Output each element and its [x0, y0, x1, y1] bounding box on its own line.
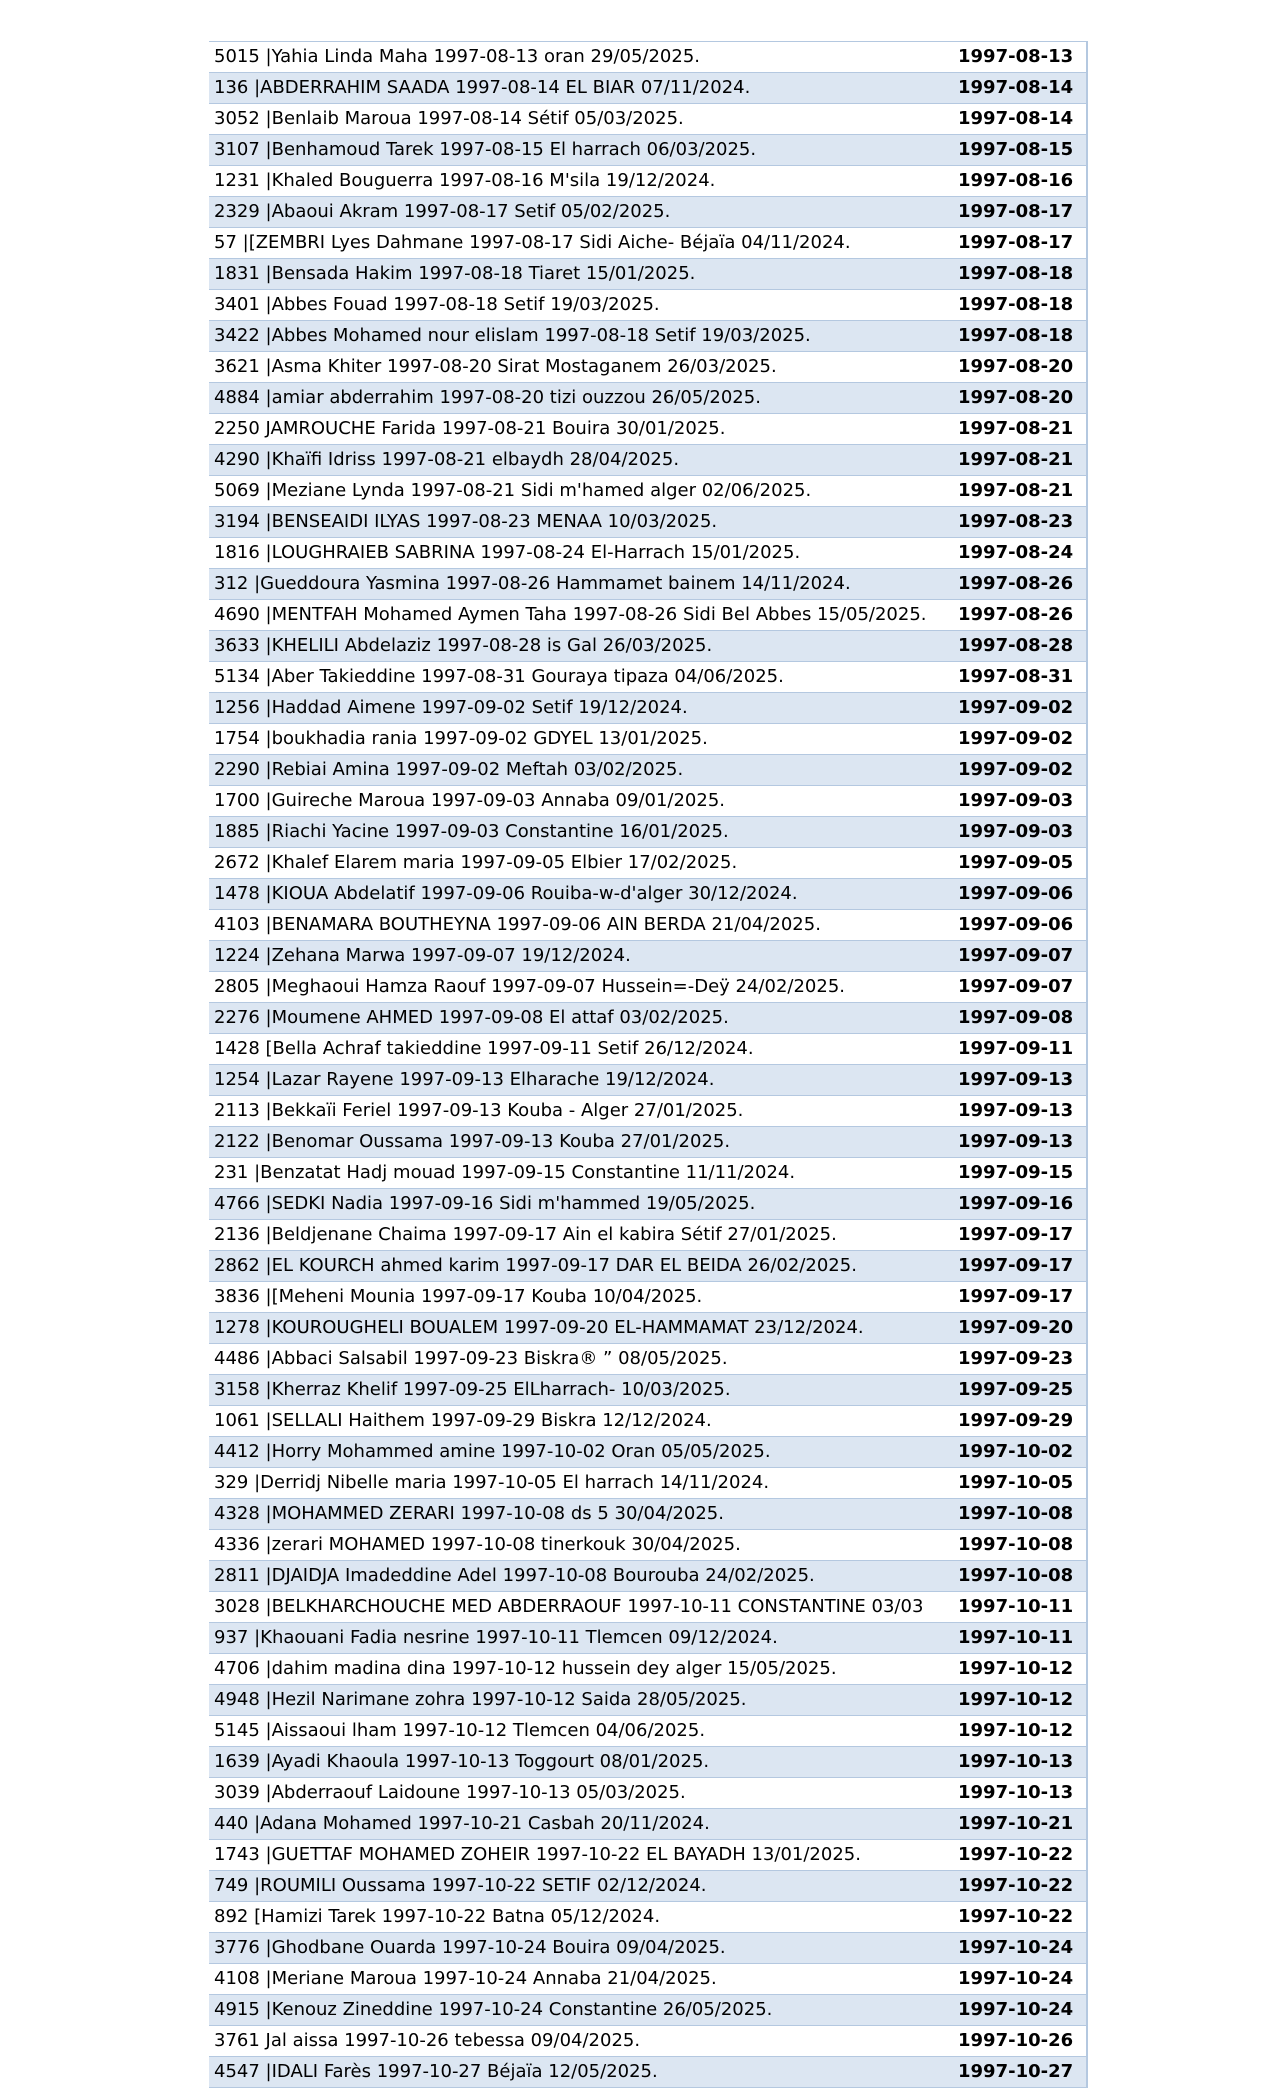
record-text-cell: 1700 |Guireche Maroua 1997-09-03 Annaba 09/01/2025. [209, 786, 950, 817]
record-date-cell: 1997-08-13 [950, 42, 1087, 73]
record-text-cell: 4412 |Horry Mohammed amine 1997-10-02 Oran 05/05/2025. [209, 1437, 950, 1468]
table-row [209, 1592, 1087, 1623]
record-date-cell: 1997-09-29 [950, 1406, 1087, 1437]
record-date-cell: 1997-08-17 [950, 228, 1087, 259]
record-text-cell: 1639 |Ayadi Khaoula 1997-10-13 Toggourt 08/01/2025. [209, 1747, 950, 1778]
record-date-cell: 1997-08-18 [950, 259, 1087, 290]
table-row [209, 1685, 1087, 1716]
record-text-cell: 2276 |Moumene AHMED 1997-09-08 El attaf 03/02/2025. [209, 1003, 950, 1034]
table-row [209, 476, 1087, 507]
table-row [209, 1282, 1087, 1313]
record-date-cell: 1997-09-13 [950, 1065, 1087, 1096]
record-date-cell: 1997-09-11 [950, 1034, 1087, 1065]
record-text-cell: 1254 |Lazar Rayene 1997-09-13 Elharache 19/12/2024. [209, 1065, 950, 1096]
record-date-cell: 1997-09-03 [950, 786, 1087, 817]
record-date-cell: 1997-08-21 [950, 476, 1087, 507]
record-text-cell: 1885 |Riachi Yacine 1997-09-03 Constantine 16/01/2025. [209, 817, 950, 848]
table-row [209, 1747, 1087, 1778]
record-text-cell: 3776 |Ghodbane Ouarda 1997-10-24 Bouira 09/04/2025. [209, 1933, 950, 1964]
table-row [209, 1499, 1087, 1530]
record-text-cell: 2672 |Khalef Elarem maria 1997-09-05 Elbier 17/02/2025. [209, 848, 950, 879]
record-text-cell: 4103 |BENAMARA BOUTHEYNA 1997-09-06 AIN BERDA 21/04/2025. [209, 910, 950, 941]
table-row [209, 42, 1087, 73]
record-text-cell: 2329 |Abaoui Akram 1997-08-17 Setif 05/02/2025. [209, 197, 950, 228]
table-row [209, 228, 1087, 259]
table-row [209, 1003, 1087, 1034]
record-date-cell: 1997-09-05 [950, 848, 1087, 879]
table-row [209, 1530, 1087, 1561]
table-row [209, 383, 1087, 414]
table-row [209, 1158, 1087, 1189]
records-sheet [209, 41, 1087, 2088]
record-date-cell: 1997-08-31 [950, 662, 1087, 693]
record-text-cell: 2250 JAMROUCHE Farida 1997-08-21 Bouira 30/01/2025. [209, 414, 950, 445]
record-date-cell: 1997-09-15 [950, 1158, 1087, 1189]
table-row [209, 1654, 1087, 1685]
record-date-cell: 1997-10-08 [950, 1561, 1087, 1592]
table-row [209, 1406, 1087, 1437]
record-date-cell: 1997-10-12 [950, 1654, 1087, 1685]
table-row [209, 631, 1087, 662]
record-date-cell: 1997-09-07 [950, 972, 1087, 1003]
table-row [209, 1778, 1087, 1809]
table-row [209, 1437, 1087, 1468]
table-row [209, 1251, 1087, 1282]
record-date-cell: 1997-09-06 [950, 910, 1087, 941]
record-date-cell: 1997-09-16 [950, 1189, 1087, 1220]
record-date-cell: 1997-09-23 [950, 1344, 1087, 1375]
record-text-cell: 4290 |Khaïfi Idriss 1997-08-21 elbaydh 28/04/2025. [209, 445, 950, 476]
record-text-cell: 1831 |Bensada Hakim 1997-08-18 Tiaret 15/01/2025. [209, 259, 950, 290]
record-text-cell: 5134 |Aber Takieddine 1997-08-31 Gouraya tipaza 04/06/2025. [209, 662, 950, 693]
table-row [209, 1127, 1087, 1158]
record-date-cell: 1997-08-16 [950, 166, 1087, 197]
table-row [209, 352, 1087, 383]
record-date-cell: 1997-08-18 [950, 290, 1087, 321]
record-text-cell: 1428 [Bella Achraf takieddine 1997-09-11 Setif 26/12/2024. [209, 1034, 950, 1065]
table-row [209, 166, 1087, 197]
record-text-cell: 1754 |boukhadia rania 1997-09-02 GDYEL 13/01/2025. [209, 724, 950, 755]
table-row [209, 321, 1087, 352]
record-date-cell: 1997-08-17 [950, 197, 1087, 228]
table-row [209, 1933, 1087, 1964]
table-row [209, 2026, 1087, 2057]
record-date-cell: 1997-10-24 [950, 1964, 1087, 1995]
record-text-cell: 1816 |LOUGHRAIEB SABRINA 1997-08-24 El-Harrach 15/01/2025. [209, 538, 950, 569]
record-date-cell: 1997-10-13 [950, 1778, 1087, 1809]
record-text-cell: 1256 |Haddad Aimene 1997-09-02 Setif 19/12/2024. [209, 693, 950, 724]
table-row [209, 786, 1087, 817]
record-date-cell: 1997-08-21 [950, 414, 1087, 445]
record-date-cell: 1997-09-03 [950, 817, 1087, 848]
record-text-cell: 3633 |KHELILI Abdelaziz 1997-08-28 is Gal 26/03/2025. [209, 631, 950, 662]
record-text-cell: 2811 |DJAIDJA Imadeddine Adel 1997-10-08 Bourouba 24/02/2025. [209, 1561, 950, 1592]
record-text-cell: 312 |Gueddoura Yasmina 1997-08-26 Hammamet bainem 14/11/2024. [209, 569, 950, 600]
table-row [209, 414, 1087, 445]
table-row [209, 197, 1087, 228]
record-text-cell: 3761 Jal aissa 1997-10-26 tebessa 09/04/2025. [209, 2026, 950, 2057]
record-date-cell: 1997-08-14 [950, 73, 1087, 104]
table-row [209, 135, 1087, 166]
record-date-cell: 1997-10-22 [950, 1840, 1087, 1871]
record-text-cell: 937 |Khaouani Fadia nesrine 1997-10-11 Tlemcen 09/12/2024. [209, 1623, 950, 1654]
table-row [209, 1189, 1087, 1220]
record-date-cell: 1997-08-21 [950, 445, 1087, 476]
record-text-cell: 749 |ROUMILI Oussama 1997-10-22 SETIF 02/12/2024. [209, 1871, 950, 1902]
record-text-cell: 1743 |GUETTAF MOHAMED ZOHEIR 1997-10-22 EL BAYADH 13/01/2025. [209, 1840, 950, 1871]
record-date-cell: 1997-10-22 [950, 1871, 1087, 1902]
record-date-cell: 1997-08-18 [950, 321, 1087, 352]
record-date-cell: 1997-08-15 [950, 135, 1087, 166]
record-date-cell: 1997-08-14 [950, 104, 1087, 135]
table-row [209, 2057, 1087, 2088]
table-row [209, 1065, 1087, 1096]
record-text-cell: 3401 |Abbes Fouad 1997-08-18 Setif 19/03/2025. [209, 290, 950, 321]
record-text-cell: 4766 |SEDKI Nadia 1997-09-16 Sidi m'hammed 19/05/2025. [209, 1189, 950, 1220]
table-row [209, 1809, 1087, 1840]
table-row [209, 1034, 1087, 1065]
record-text-cell: 5069 |Meziane Lynda 1997-08-21 Sidi m'hamed alger 02/06/2025. [209, 476, 950, 507]
record-text-cell: 440 |Adana Mohamed 1997-10-21 Casbah 20/11/2024. [209, 1809, 950, 1840]
table-row [209, 755, 1087, 786]
table-row [209, 1995, 1087, 2026]
table-row [209, 1871, 1087, 1902]
record-date-cell: 1997-09-02 [950, 724, 1087, 755]
record-text-cell: 57 |[ZEMBRI Lyes Dahmane 1997-08-17 Sidi Aiche- Béjaïa 04/11/2024. [209, 228, 950, 259]
record-text-cell: 1231 |Khaled Bouguerra 1997-08-16 M'sila 19/12/2024. [209, 166, 950, 197]
table-row [209, 724, 1087, 755]
record-date-cell: 1997-09-17 [950, 1251, 1087, 1282]
record-text-cell: 231 |Benzatat Hadj mouad 1997-09-15 Constantine 11/11/2024. [209, 1158, 950, 1189]
record-text-cell: 1224 |Zehana Marwa 1997-09-07 19/12/2024. [209, 941, 950, 972]
record-date-cell: 1997-10-05 [950, 1468, 1087, 1499]
record-text-cell: 4486 |Abbaci Salsabil 1997-09-23 Biskra® ” 08/05/2025. [209, 1344, 950, 1375]
record-date-cell: 1997-09-13 [950, 1096, 1087, 1127]
record-date-cell: 1997-08-20 [950, 352, 1087, 383]
record-text-cell: 4915 |Kenouz Zineddine 1997-10-24 Constantine 26/05/2025. [209, 1995, 950, 2026]
record-date-cell: 1997-10-02 [950, 1437, 1087, 1468]
record-text-cell: 2136 |Beldjenane Chaima 1997-09-17 Ain el kabira Sétif 27/01/2025. [209, 1220, 950, 1251]
record-text-cell: 4706 |dahim madina dina 1997-10-12 hussein dey alger 15/05/2025. [209, 1654, 950, 1685]
record-date-cell: 1997-10-21 [950, 1809, 1087, 1840]
record-date-cell: 1997-09-20 [950, 1313, 1087, 1344]
record-text-cell: 3107 |Benhamoud Tarek 1997-08-15 El harrach 06/03/2025. [209, 135, 950, 166]
table-row [209, 1716, 1087, 1747]
record-date-cell: 1997-10-24 [950, 1995, 1087, 2026]
record-text-cell: 2862 |EL KOURCH ahmed karim 1997-09-17 DAR EL BEIDA 26/02/2025. [209, 1251, 950, 1282]
record-text-cell: 892 [Hamizi Tarek 1997-10-22 Batna 05/12/2024. [209, 1902, 950, 1933]
record-text-cell: 4690 |MENTFAH Mohamed Aymen Taha 1997-08-26 Sidi Bel Abbes 15/05/2025. [209, 600, 950, 631]
record-text-cell: 4547 |IDALI Farès 1997-10-27 Béjaïa 12/05/2025. [209, 2057, 950, 2088]
table-row [209, 972, 1087, 1003]
table-row [209, 259, 1087, 290]
table-row [209, 1344, 1087, 1375]
record-text-cell: 3836 |[Meheni Mounia 1997-09-17 Kouba 10/04/2025. [209, 1282, 950, 1313]
table-row [209, 1096, 1087, 1127]
table-row [209, 1375, 1087, 1406]
table-row [209, 1220, 1087, 1251]
table-row [209, 507, 1087, 538]
record-text-cell: 3422 |Abbes Mohamed nour elislam 1997-08-18 Setif 19/03/2025. [209, 321, 950, 352]
record-date-cell: 1997-10-08 [950, 1499, 1087, 1530]
table-row [209, 104, 1087, 135]
table-row [209, 817, 1087, 848]
table-row [209, 290, 1087, 321]
record-text-cell: 3052 |Benlaib Maroua 1997-08-14 Sétif 05/03/2025. [209, 104, 950, 135]
table-row [209, 662, 1087, 693]
record-date-cell: 1997-09-25 [950, 1375, 1087, 1406]
record-date-cell: 1997-09-02 [950, 755, 1087, 786]
record-text-cell: 2290 |Rebiai Amina 1997-09-02 Meftah 03/02/2025. [209, 755, 950, 786]
record-date-cell: 1997-10-12 [950, 1716, 1087, 1747]
table-row [209, 910, 1087, 941]
record-text-cell: 3028 |BELKHARCHOUCHE MED ABDERRAOUF 1997-10-11 CONSTANTINE 03/03 [209, 1592, 950, 1623]
record-text-cell: 4108 |Meriane Maroua 1997-10-24 Annaba 21/04/2025. [209, 1964, 950, 1995]
table-row [209, 1964, 1087, 1995]
record-date-cell: 1997-09-06 [950, 879, 1087, 910]
record-text-cell: 1478 |KIOUA Abdelatif 1997-09-06 Rouiba-w-d'alger 30/12/2024. [209, 879, 950, 910]
record-text-cell: 2113 |Bekkaïi Feriel 1997-09-13 Kouba - Alger 27/01/2025. [209, 1096, 950, 1127]
record-date-cell: 1997-08-23 [950, 507, 1087, 538]
table-row [209, 1313, 1087, 1344]
table-row [209, 1840, 1087, 1871]
record-date-cell: 1997-08-24 [950, 538, 1087, 569]
table-row [209, 600, 1087, 631]
record-text-cell: 1278 |KOUROUGHELI BOUALEM 1997-09-20 EL-HAMMAMAT 23/12/2024. [209, 1313, 950, 1344]
record-text-cell: 5015 |Yahia Linda Maha 1997-08-13 oran 29/05/2025. [209, 42, 950, 73]
table-row [209, 445, 1087, 476]
record-text-cell: 4336 |zerari MOHAMED 1997-10-08 tinerkouk 30/04/2025. [209, 1530, 950, 1561]
record-text-cell: 4948 |Hezil Narimane zohra 1997-10-12 Saida 28/05/2025. [209, 1685, 950, 1716]
table-row [209, 538, 1087, 569]
record-text-cell: 5145 |Aissaoui lham 1997-10-12 Tlemcen 04/06/2025. [209, 1716, 950, 1747]
record-text-cell: 3039 |Abderraouf Laidoune 1997-10-13 05/03/2025. [209, 1778, 950, 1809]
record-date-cell: 1997-10-22 [950, 1902, 1087, 1933]
record-text-cell: 3194 |BENSEAIDI ILYAS 1997-08-23 MENAA 10/03/2025. [209, 507, 950, 538]
record-date-cell: 1997-10-11 [950, 1623, 1087, 1654]
records-table-body [209, 42, 1087, 2088]
record-date-cell: 1997-10-24 [950, 1933, 1087, 1964]
record-date-cell: 1997-09-13 [950, 1127, 1087, 1158]
record-text-cell: 3158 |Kherraz Khelif 1997-09-25 ElLharrach- 10/03/2025. [209, 1375, 950, 1406]
record-date-cell: 1997-08-26 [950, 569, 1087, 600]
record-date-cell: 1997-08-28 [950, 631, 1087, 662]
record-text-cell: 329 |Derridj Nibelle maria 1997-10-05 El harrach 14/11/2024. [209, 1468, 950, 1499]
record-date-cell: 1997-09-02 [950, 693, 1087, 724]
record-date-cell: 1997-10-26 [950, 2026, 1087, 2057]
table-row [209, 1468, 1087, 1499]
table-row [209, 1561, 1087, 1592]
table-row [209, 879, 1087, 910]
record-text-cell: 3621 |Asma Khiter 1997-08-20 Sirat Mostaganem 26/03/2025. [209, 352, 950, 383]
record-date-cell: 1997-09-07 [950, 941, 1087, 972]
record-date-cell: 1997-10-11 [950, 1592, 1087, 1623]
records-table [209, 41, 1088, 2088]
record-date-cell: 1997-10-13 [950, 1747, 1087, 1778]
table-row [209, 1902, 1087, 1933]
record-date-cell: 1997-10-08 [950, 1530, 1087, 1561]
record-text-cell: 136 |ABDERRAHIM SAADA 1997-08-14 EL BIAR 07/11/2024. [209, 73, 950, 104]
record-date-cell: 1997-10-12 [950, 1685, 1087, 1716]
record-text-cell: 1061 |SELLALI Haithem 1997-09-29 Biskra 12/12/2024. [209, 1406, 950, 1437]
table-row [209, 941, 1087, 972]
record-date-cell: 1997-08-20 [950, 383, 1087, 414]
table-row [209, 1623, 1087, 1654]
table-row [209, 569, 1087, 600]
record-date-cell: 1997-09-17 [950, 1220, 1087, 1251]
table-row [209, 73, 1087, 104]
record-text-cell: 2805 |Meghaoui Hamza Raouf 1997-09-07 Hussein=-Deÿ 24/02/2025. [209, 972, 950, 1003]
record-date-cell: 1997-08-26 [950, 600, 1087, 631]
record-text-cell: 4328 |MOHAMMED ZERARI 1997-10-08 ds 5 30/04/2025. [209, 1499, 950, 1530]
record-date-cell: 1997-09-08 [950, 1003, 1087, 1034]
table-row [209, 848, 1087, 879]
record-date-cell: 1997-10-27 [950, 2057, 1087, 2088]
record-text-cell: 4884 |amiar abderrahim 1997-08-20 tizi ouzzou 26/05/2025. [209, 383, 950, 414]
table-row [209, 693, 1087, 724]
record-text-cell: 2122 |Benomar Oussama 1997-09-13 Kouba 27/01/2025. [209, 1127, 950, 1158]
record-date-cell: 1997-09-17 [950, 1282, 1087, 1313]
